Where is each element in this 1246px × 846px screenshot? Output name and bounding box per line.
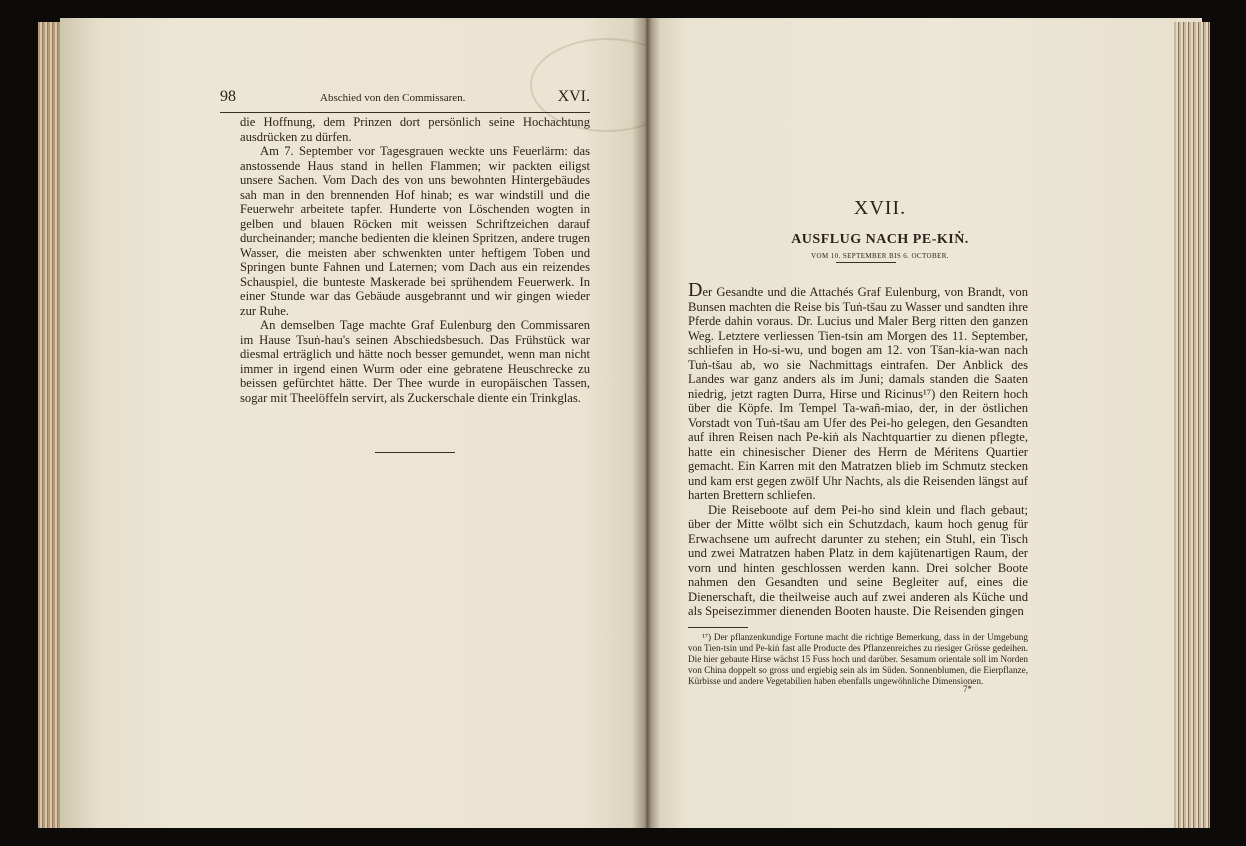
chapter-heading (730, 197, 1030, 260)
paragraph (688, 279, 1028, 503)
footnote: ¹⁷) Der pflanzenkundige Fortune macht die richtige Bemerkung, dass in der Umgebung von Tien-tsin und Pe-kiṅ fast alle Producte des Pflanzenreiches zu riesiger Grösse gedeihen. Die hier gebaute Hirse wächst 15 Fuss hoch und darüber. Sesamum orientale soll im Norden von China doppelt so gross und ergiebig sein als im Süden. Sonnenblumen, die Eierpflanze, Kürbisse und andere Vegetabilien haben ebenfalls ungewöhnliche Dimensionen. (688, 632, 1028, 686)
running-title: Abschied von den Commissaren. (320, 92, 466, 104)
paragraph: Am 7. September vor Tagesgrauen weckte uns Feuerlärm: das anstossende Haus stand in hellen Flammen; wir packten eiligst unsere Sachen. Vom Dach des von uns bewohnten Hintergebäudes sah man in den brennenden Hof hinab; es war windstill und die Feuerwehr arbeitete tapfer. Hunderte von Löschenden wogten in gelben und blauen Röcken mit weissen Schriftzeichen darauf durcheinander; manche bedienten die kleinen Spritzen, andere trugen Wasser, die meisten aber schwenkten unter heftigem Toben und Springen bunte Fahnen und Laternen; vom Dach aus ein reizendes Schauspiel, die bunteste Maskerade bei sprühendem Feuerwerk. In einer Stunde war das Gebäude ausgebrannt und wir gingen wieder zur Ruhe. (240, 144, 590, 318)
book-edge-right (1174, 22, 1210, 828)
chapter-rule (836, 262, 896, 263)
left-body-text (240, 115, 590, 405)
running-head (220, 88, 590, 112)
page-number: 98 (220, 88, 236, 105)
chapter-title: AUSFLUG NACH PE-KIṄ. (791, 232, 969, 247)
paragraph: Die Reiseboote auf dem Pei-ho sind klein und flach gebaut; über der Mitte wölbt sich ein Schutzdach, kaum hoch genug für Erwachsene um aufrecht darunter zu stehen; ein Stuhl, ein Tisch und zwei Matratzen haben Platz in dem kajütenartigen Raum, der vorn und hinten geschlossen werden kann. Drei solcher Boote nahmen den Gesandten und seine Begleiter auf, eines die Dienerschaft, die theilweise auch auf zwei anderen als Küche und als Speisezimmer dienenden Booten hauste. Die Reisenden gingen (688, 502, 1028, 618)
book-gutter (632, 18, 660, 828)
chapter-dates: VOM 10. SEPTEMBER BIS 6. OCTOBER. (811, 252, 949, 260)
paragraph: An demselben Tage machte Graf Eulenburg den Commissaren im Hause Tsuṅ-hau's seinen Abschiedsbesuch. Das Frühstück war diesmal erträglich und hätte noch besser gemundet, wenn man nicht immer in irgend einen Wurm oder eine gebratene Heuschrecke zu beissen gefürchtet hätte. Der Thee wurde in europäischen Tassen, sogar mit Theelöffeln servirt, als Zuckerschale diente ein Trinkglas. (240, 318, 590, 405)
open-book (38, 18, 1210, 830)
footnote-rule (688, 627, 748, 628)
chapter-number: XVII. (853, 197, 907, 219)
right-body-text (688, 279, 1028, 619)
signature-mark: 7* (963, 684, 972, 694)
header-rule (220, 112, 590, 113)
paragraph: die Hoffnung, dem Prinzen dort persönlich seine Hochachtung ausdrücken zu dürfen. (240, 115, 590, 144)
running-chapter-number: XVI. (557, 88, 590, 105)
paragraph-text: er Gesandte und die Attachés Graf Eulenburg, von Brandt, von Bunsen machten die Reise bis Tuṅ-tšau zu Wasser und sandten ihre Pferde dahin voraus. Dr. Lucius und Maler Berg ritten den ganzen Weg. Letztere verliessen Tien-tsin am Morgen des 11. September, schliefen in Ho-si-wu, und bogen am 12. von Tšan-kia-wan nach Tuṅ-tšau ab, wo sie Nachmittags eintrafen. Der Anblick des Landes war ganz anders als im Juni; damals standen die Saaten niedrig, jetzt ragten Durra, Hirse und Ricinus¹⁷) den Reitern hoch über die Köpfe. Im Tempel Ta-wañ-miao, der, in der östlichen Vorstadt von Tuṅ-tšau am Ufer des Pei-ho gelegen, den Gesandten auf ihren Reisen nach Pe-kiṅ als Nachtquartier zu dienen pflegte, hatte ein chinesischer Diener des Herrn de Méritens Quartier gemacht. Ein Karren mit den Matratzen blieb im Schmutz stecken und kam erst gegen zwölf Uhr Nachts, als die Reisenden längst auf harten Brettern schliefen. (688, 285, 1028, 502)
drop-letter: D (688, 279, 703, 301)
section-end-rule (375, 452, 455, 453)
